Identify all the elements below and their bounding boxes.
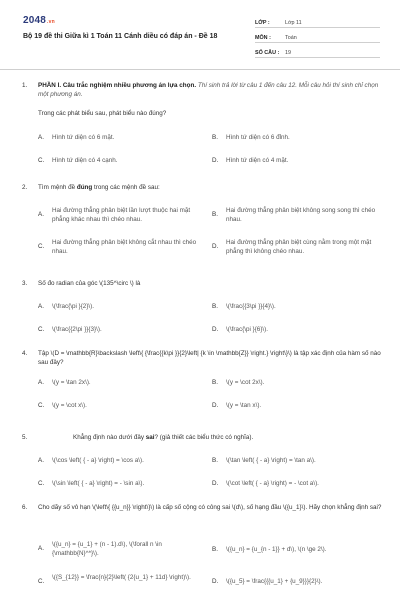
meta-row-count (255, 43, 380, 58)
option-text: \(\frac{{2\pi }}{3}\). (52, 326, 102, 333)
meta-key: LỚP : (255, 19, 270, 26)
document-title: Bộ 19 đề thi Giữa kì 1 Toán 11 Cánh diều có đáp án - Đề 18 (23, 33, 218, 40)
question-text-post: ? (giả thiết các biểu thức có nghĩa). (154, 434, 254, 441)
question-text-pre: Tìm mệnh đề (38, 184, 77, 191)
meta-value: Lớp 11 (285, 19, 302, 26)
option-label: B. (212, 457, 218, 464)
option-b[interactable] (212, 546, 376, 555)
option-b[interactable] (212, 303, 376, 312)
option-label: A. (38, 211, 44, 218)
question-text: Tập \(D = \mathbb{R}\backslash \left\{ {\frac{{k\pi }}{2}\left| {k \in \mathbb{Z}} \right.} \right\}\) là tập xác định của hàm số nào sau đây? (38, 350, 381, 366)
option-b[interactable] (212, 207, 381, 224)
option-label: B. (212, 546, 218, 553)
option-d[interactable] (212, 239, 381, 256)
option-a[interactable] (38, 379, 202, 388)
option-c[interactable] (38, 157, 202, 166)
option-d[interactable] (212, 578, 376, 587)
option-label: B. (212, 379, 218, 386)
option-label: B. (212, 134, 218, 141)
option-text: \(\frac{{3\pi }}{4}\). (226, 303, 276, 310)
option-text: \(\frac{\pi }{6}\). (226, 326, 269, 333)
option-text: Hai đường thẳng phân biệt không song song thì chéo nhau. (226, 207, 376, 223)
option-b[interactable] (212, 457, 376, 466)
meta-row-subject (255, 28, 380, 43)
part-note: Thí sinh trả lời từ câu 1 đến câu 12. Mỗi câu hỏi thí sinh chỉ chọn một phương án. (38, 82, 379, 98)
option-text: Hình tứ diện có 6 đỉnh. (226, 134, 290, 141)
question-number: 5. (22, 434, 28, 441)
option-text: \(\cot \left( { - a} \right) = - \cot a\). (226, 480, 319, 487)
question-text: Số đo radian của góc \(135^\circ \) là (38, 280, 141, 287)
question-number: 6. (22, 504, 28, 511)
meta-key: SỐ CÂU : (255, 49, 280, 56)
option-text: \(\tan \left( { - a} \right) = \tan a\). (226, 457, 316, 464)
question-text-post: trong các mệnh đề sau: (92, 184, 160, 191)
question-text (38, 184, 383, 193)
question-emphasis: sai (145, 434, 155, 441)
site-logo[interactable] (23, 14, 55, 28)
option-label: B. (212, 211, 218, 218)
question-number: 1. (22, 82, 28, 89)
option-text: \(y = \cot 2x\). (226, 379, 265, 386)
option-text: \(y = \tan 2x\). (52, 379, 91, 386)
option-label: D. (212, 243, 219, 250)
part-title: PHẦN I. Câu trắc nghiệm nhiều phương án lựa chọn. (38, 82, 197, 89)
option-label: C. (38, 578, 45, 585)
document-header (0, 0, 400, 62)
header-divider (0, 69, 400, 70)
option-c[interactable] (38, 402, 202, 411)
option-label: B. (212, 303, 218, 310)
meta-table (255, 13, 380, 58)
part-heading (38, 82, 383, 99)
option-text: Hình tứ diện có 4 mặt. (226, 157, 289, 164)
option-d[interactable] (212, 402, 376, 411)
option-c[interactable] (38, 239, 207, 256)
question-text (73, 434, 400, 443)
option-label: C. (38, 480, 45, 487)
option-text: Hình tứ diện có 6 mặt. (52, 134, 115, 141)
question-emphasis: đúng (76, 184, 93, 191)
question-text-pre: Khẳng định nào dưới đây (73, 434, 146, 441)
option-text: \({S_{12}} = \frac{n}{2}\left( {2{u_1} + 11d} \right)\). (52, 574, 191, 581)
option-label: C. (38, 157, 45, 164)
option-label: A. (38, 457, 44, 464)
meta-key: MÔN : (255, 34, 271, 41)
option-c[interactable] (38, 574, 200, 587)
option-label: A. (38, 134, 44, 141)
question-number: 4. (22, 350, 28, 357)
option-d[interactable] (212, 480, 376, 489)
option-label: D. (212, 480, 219, 487)
logo-suffix: .vn (47, 19, 55, 25)
option-a[interactable] (38, 207, 207, 224)
option-text: Hai đường thẳng phân biệt lần lượt thuộc hai mặt phẳng khác nhau thì chéo nhau. (52, 207, 191, 223)
option-text: \({u_5} = \frac{{{u_1} + {u_9}}}{2}\). (226, 578, 323, 585)
option-label: A. (38, 379, 44, 386)
option-text: Hai đường thẳng phân biệt không cắt nhau thì chéo nhau. (52, 239, 197, 255)
option-text: \(\frac{\pi }{2}\). (52, 303, 95, 310)
option-text: \(\sin \left( { - a} \right) = - \sin a\). (52, 480, 145, 487)
option-text: Hình tứ diện có 4 cạnh. (52, 157, 118, 164)
option-label: D. (212, 157, 219, 164)
meta-row-class (255, 13, 380, 28)
option-text: \({u_n} = {u_1} + (n - 1).d\), \(\forall n \in {\mathbb{N}^*}\). (52, 541, 162, 557)
question-number: 3. (22, 280, 28, 287)
option-label: C. (38, 402, 45, 409)
option-b[interactable] (212, 134, 376, 143)
question-text: Cho dãy số vô hạn \(\left\{ {{u_n}} \right\}\) là cấp số cộng có công sai \(d\), số hạng đầu \({u_1}\). Hãy chọn khẳng định sai? (38, 504, 382, 511)
question-text: Trong các phát biểu sau, phát biểu nào đúng? (38, 110, 167, 117)
option-label: C. (38, 326, 45, 333)
option-text: \(y = \tan x\). (226, 402, 262, 409)
option-label: A. (38, 545, 44, 552)
option-b[interactable] (212, 379, 376, 388)
option-d[interactable] (212, 157, 376, 166)
meta-value: Toán (285, 34, 297, 41)
option-label: C. (38, 243, 45, 250)
option-text: \(\cos \left( { - a} \right) = \cos a\). (52, 457, 144, 464)
option-a[interactable] (38, 457, 202, 466)
option-text: \({u_n} = {u_{n - 1}} + d\), \(n \ge 2\). (226, 546, 327, 553)
option-label: D. (212, 326, 219, 333)
meta-value: 19 (285, 49, 291, 56)
option-text: \(y = \cot x\). (52, 402, 87, 409)
option-label: D. (212, 578, 219, 585)
option-label: A. (38, 303, 44, 310)
option-c[interactable] (38, 326, 202, 335)
question-number: 2. (22, 184, 28, 191)
logo-text: 2048 (23, 15, 47, 26)
option-d[interactable] (212, 326, 376, 335)
option-a[interactable] (38, 303, 202, 312)
option-text: Hai đường thẳng phân biệt cùng nằm trong một mặt phẳng thì không chéo nhau. (226, 239, 372, 255)
option-a[interactable] (38, 134, 202, 143)
option-label: D. (212, 402, 219, 409)
option-a[interactable] (38, 541, 200, 558)
option-c[interactable] (38, 480, 202, 489)
